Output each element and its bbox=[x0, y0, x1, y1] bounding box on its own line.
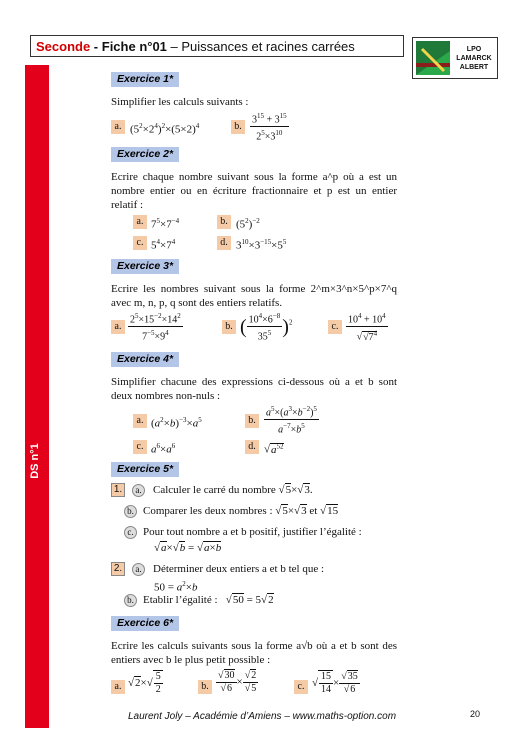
ex2-expr-a: $7^5\times 7^{-4}$ bbox=[151, 217, 180, 231]
ex2-label-b: b. bbox=[217, 215, 231, 229]
ex5-q1a: Calculer le carré du nombre √5×√3. bbox=[153, 484, 313, 496]
ex2-expr-b: $(5^2)^{-2}$ bbox=[236, 217, 260, 231]
ex2-label-c: c. bbox=[133, 236, 147, 250]
school-logo bbox=[412, 37, 498, 79]
sidebar-band bbox=[25, 65, 49, 728]
ex5-q1-label-a: a. bbox=[132, 484, 145, 497]
ex5-q1c: Pour tout nombre a et b positif, justifier l’égalité : bbox=[143, 526, 362, 538]
ex3-label-c: c. bbox=[328, 320, 342, 334]
ex5-q2-label-b: b. bbox=[124, 594, 137, 607]
ex2-label-a: a. bbox=[133, 215, 147, 229]
ex1-label-b: b. bbox=[231, 120, 245, 134]
logo-line1: LPO LAMARCK bbox=[456, 46, 492, 62]
page-footer: Laurent Joly – Académie d’Amiens – www.maths-option.com bbox=[127, 711, 397, 722]
header-sep: - bbox=[90, 39, 102, 54]
ex4-label-d: d. bbox=[245, 440, 259, 454]
ex5-q1b: Comparer les deux nombres : √5×√3 et √15 bbox=[143, 505, 339, 517]
ex5-q1b-and: et bbox=[309, 505, 318, 517]
header-level: Seconde bbox=[36, 39, 91, 54]
exercise-3-title: Exercice 3* bbox=[111, 259, 179, 274]
sidebar-label: DS n°1 bbox=[29, 443, 41, 479]
ex3-expr-b: ( $\frac{10^4\times 6^{-8}}{35^5}$ )$^2$ bbox=[240, 312, 293, 343]
ex6-expr-a: √2×√ $\frac{5}{2}$ bbox=[128, 671, 161, 695]
logo-icon bbox=[416, 41, 450, 75]
exercise-1-title: Exercice 1* bbox=[111, 72, 179, 87]
header-sheet: Fiche n°01 bbox=[101, 39, 167, 54]
ex5-q2a-equation: $50 = a^2\times b$ bbox=[154, 580, 198, 594]
ex5-q2b-text: Etablir l’égalité : bbox=[143, 594, 218, 606]
exercise-3-intro: Ecrire les nombres suivant sous la forme 2^m×3^n×5^p×7^q avec m, n, p, q sont des entiers relatifs. bbox=[111, 283, 397, 309]
ex6-label-b: b. bbox=[198, 680, 212, 694]
ex1-label-a: a. bbox=[111, 120, 125, 134]
ex3-expr-c: $\frac{10^4 + 10^4}{√√7^4}$ bbox=[348, 312, 386, 343]
ex4-expr-d: $√a^{52}$ bbox=[264, 442, 284, 456]
ex2-expr-d: $3^{10}\times 3^{-15}\times 5^5$ bbox=[236, 238, 287, 252]
ex4-expr-a: $(a^2\times b)^{-3}\times a^5$ bbox=[151, 416, 202, 430]
logo-line2: ALBERT bbox=[459, 64, 489, 71]
ex1-expr-a: $(5^2\times 2^4)^2\times(5\times 2)^4$ bbox=[130, 122, 200, 136]
ex5-q2b: Etablir l’égalité : √50 = 5√2 bbox=[143, 594, 274, 606]
ex5-q2-label-a: a. bbox=[132, 563, 145, 576]
ex6-expr-c: √ $\frac{15}{14}$ × $\frac{√35}{√6}$ bbox=[312, 671, 358, 695]
ex6-label-c: c. bbox=[294, 680, 308, 694]
ex5-number-1: 1. bbox=[111, 483, 125, 497]
ex6-label-a: a. bbox=[111, 680, 125, 694]
ex4-expr-b: $\frac{a^5\times(a^3\times b^{-2})^5}{a^{-7}\times b^5}$ bbox=[266, 405, 317, 436]
exercise-4-title: Exercice 4* bbox=[111, 352, 179, 367]
ex2-label-d: d. bbox=[217, 236, 231, 250]
ex5-q1-label-b: b. bbox=[124, 505, 137, 518]
exercise-1-intro: Simplifier les calculs suivants : bbox=[111, 96, 249, 108]
exercise-5-title: Exercice 5* bbox=[111, 462, 179, 477]
exercise-4-intro: Simplifier chacune des expressions ci-dessous où a et b sont deux nombres non-nuls : bbox=[111, 376, 397, 402]
ex5-q1-label-c: c. bbox=[124, 526, 137, 539]
exercise-2-title: Exercice 2* bbox=[111, 147, 179, 162]
ex2-expr-c: $5^4\times 7^4$ bbox=[151, 238, 176, 252]
ex5-q1a-text: Calculer le carré du nombre bbox=[153, 484, 276, 496]
ex5-q2a: Déterminer deux entiers a et b tel que : bbox=[153, 563, 325, 575]
ex4-label-a: a. bbox=[133, 414, 147, 428]
header-topic: – Puissances et racines carrées bbox=[166, 39, 355, 54]
ex4-label-c: c. bbox=[133, 440, 147, 454]
ex6-expr-b: $\frac{√30}{√6}$ × $\frac{√2}{√5}$ bbox=[218, 670, 257, 694]
logo-text bbox=[451, 45, 497, 72]
ex3-label-a: a. bbox=[111, 320, 125, 334]
page-number: 20 bbox=[470, 709, 481, 719]
exercise-6-title: Exercice 6* bbox=[111, 616, 179, 631]
ex3-expr-a: $\frac{2^5\times 15^{-2}\times 14^2}{7^{-5}\times 9^4}$ bbox=[130, 312, 181, 343]
ex1-expr-b: $\frac{3^{15} + 3^{15}}{2^5\times 3^{10}}$ bbox=[252, 112, 287, 143]
ex4-label-b: b. bbox=[245, 414, 259, 428]
exercise-2-intro: Ecrire chaque nombre suivant sous la forme a^p où a est un nombre entier ou en écriture fractionnaire et p est un entier relatif : bbox=[111, 171, 397, 211]
ex5-q1c-equality: √a×√b = √a×b bbox=[154, 542, 222, 554]
ex4-expr-c: $a^6\times a^6$ bbox=[151, 442, 176, 456]
ex5-number-2: 2. bbox=[111, 562, 125, 576]
exercise-6-intro: Ecrire les calculs suivants sous la forme a√b où a et b sont des entiers avec b le plus petit possible : bbox=[111, 640, 397, 666]
ex3-label-b: b. bbox=[222, 320, 236, 334]
ex5-q1b-text: Comparer les deux nombres : bbox=[143, 505, 273, 517]
page-header bbox=[30, 35, 404, 57]
